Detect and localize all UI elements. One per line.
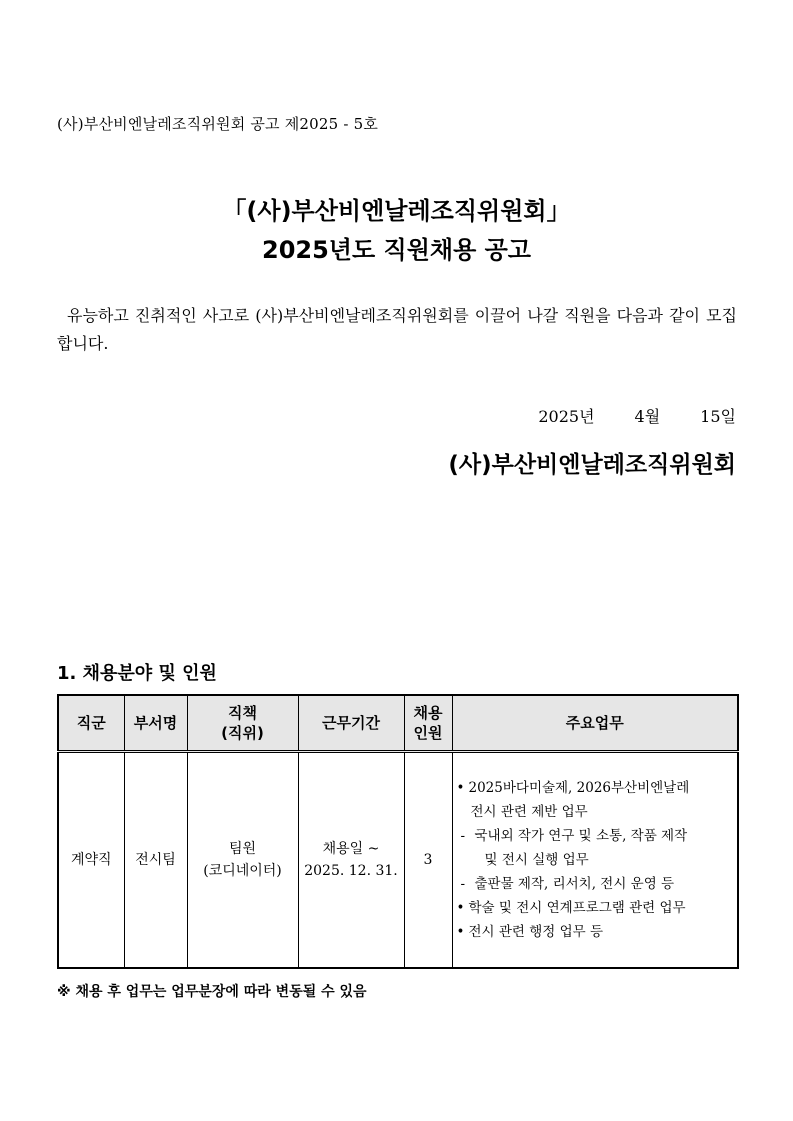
duty-text-continued: 전시 관련 제반 업무 — [470, 804, 588, 820]
bullet-icon: • — [456, 924, 465, 940]
cell-position-line2: (코디네이터) — [203, 863, 282, 879]
sub-duty-text: 출판물 제작, 리서치, 전시 운영 등 — [474, 876, 675, 892]
header-position-line1: 직책 — [228, 704, 257, 722]
sub-duty-text: 국내외 작가 연구 및 소통, 작품 제작 — [474, 828, 688, 844]
duty-text: 전시 관련 행정 업무 등 — [468, 924, 604, 940]
duty-item — [457, 920, 734, 944]
dash-icon: - — [460, 828, 466, 844]
duty-text: 2025바다미술제, 2026부산비엔날레 — [468, 780, 690, 796]
header-position-line2: (직위) — [221, 724, 264, 742]
cell-count: 3 — [404, 752, 452, 969]
header-department: 부서명 — [124, 695, 187, 752]
table-header-row — [58, 695, 738, 752]
header-duties: 주요업무 — [452, 695, 738, 752]
dash-icon: - — [460, 876, 466, 892]
header-count-line1: 채용 — [413, 704, 443, 722]
header-position — [187, 695, 298, 752]
sub-duty-text-continued: 및 전시 실행 업무 — [484, 852, 589, 868]
organization-signature: (사)부산비엔날레조직위원회 — [448, 452, 736, 478]
notice-number: (사)부산비엔날레조직위원회 공고 제2025 - 5호 — [57, 115, 379, 133]
cell-duties — [452, 752, 738, 969]
duty-item — [457, 896, 734, 920]
cell-job-group: 계약직 — [58, 752, 124, 969]
date-year: 2025년 — [538, 407, 595, 426]
date-day: 15일 — [700, 407, 736, 426]
cell-department: 전시팀 — [124, 752, 187, 969]
cell-period — [298, 752, 404, 969]
recruitment-table — [57, 694, 739, 969]
cell-position — [187, 752, 298, 969]
title-organization: 「(사)부산비엔날레조직위원회」 — [222, 197, 571, 225]
header-count-line2: 인원 — [413, 724, 443, 742]
section-heading-recruitment: 1. 채용분야 및 인원 — [57, 663, 217, 684]
sub-duty-item — [457, 824, 734, 848]
header-count — [404, 695, 452, 752]
announcement-date — [538, 404, 736, 427]
cell-period-line2: 2025. 12. 31. — [304, 863, 398, 879]
bullet-icon: • — [456, 780, 465, 796]
table-row — [58, 752, 738, 969]
intro-paragraph: 유능하고 진취적인 사고로 (사)부산비엔날레조직위원회를 이끌어 나갈 직원을 다음과 같이 모집합니다. — [57, 306, 737, 353]
duty-text: 학술 및 전시 연계프로그램 관련 업무 — [468, 900, 686, 916]
sub-duty-item — [457, 872, 734, 896]
date-month: 4월 — [634, 407, 661, 426]
footnote: ※ 채용 후 업무는 업무분장에 따라 변동될 수 있음 — [57, 984, 367, 1000]
cell-period-line1: 채용일 ~ — [322, 841, 380, 857]
title-announcement: 2025년도 직원채용 공고 — [262, 236, 531, 264]
duty-item — [457, 776, 734, 800]
bullet-icon: • — [456, 900, 465, 916]
cell-position-line1: 팀원 — [228, 841, 257, 857]
header-job-group: 직군 — [58, 695, 124, 752]
header-period: 근무기간 — [298, 695, 404, 752]
